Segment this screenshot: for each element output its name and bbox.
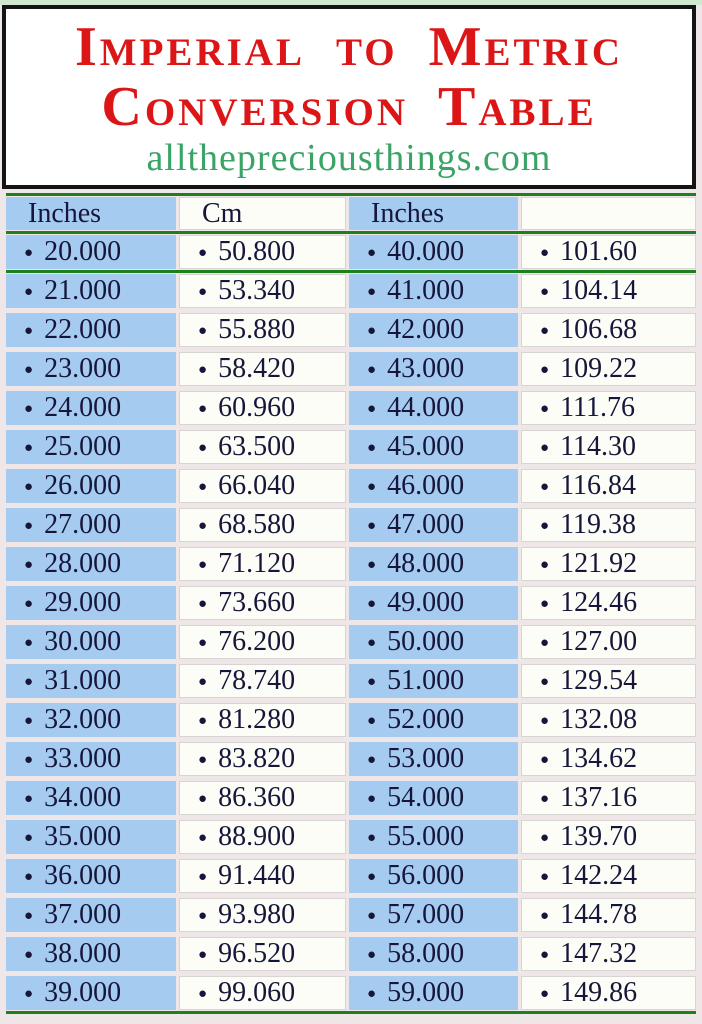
cell-value: 58.000 — [387, 938, 465, 969]
bullet-icon: ● — [367, 362, 377, 378]
table-row — [6, 976, 696, 1010]
table-cell — [6, 937, 176, 971]
cell-value: 76.200 — [218, 626, 296, 657]
table-cell — [179, 937, 346, 971]
bullet-icon: ● — [540, 596, 550, 612]
bullet-icon: ● — [367, 791, 377, 807]
table-row — [6, 937, 696, 971]
bullet-icon: ● — [540, 674, 550, 690]
table-cell — [6, 547, 176, 581]
table-cell — [6, 625, 176, 659]
cell-value: 81.280 — [218, 704, 296, 735]
bullet-icon: ● — [540, 986, 550, 1002]
table-cell — [6, 664, 176, 698]
cell-value: 30.000 — [44, 626, 122, 657]
table-cell — [349, 469, 518, 503]
cell-value: 48.000 — [387, 548, 465, 579]
table-cell — [521, 547, 696, 581]
bullet-icon: ● — [540, 479, 550, 495]
bullet-icon: ● — [24, 869, 34, 885]
cell-value: 63.500 — [218, 431, 296, 462]
cell-value: 111.76 — [560, 392, 635, 423]
table-cell — [179, 235, 346, 269]
cell-value: 34.000 — [44, 782, 122, 813]
bullet-icon: ● — [24, 323, 34, 339]
table-cell — [179, 352, 346, 386]
bullet-icon: ● — [367, 596, 377, 612]
table-row — [6, 274, 696, 308]
cell-value: 50.800 — [218, 236, 296, 267]
cell-value: 24.000 — [44, 392, 122, 423]
bullet-icon: ● — [24, 245, 34, 261]
bullet-icon: ● — [367, 401, 377, 417]
bullet-icon: ● — [24, 947, 34, 963]
table-cell — [349, 274, 518, 308]
bullet-icon: ● — [540, 752, 550, 768]
cell-value: 40.000 — [387, 236, 465, 267]
table-cell — [349, 898, 518, 932]
cell-value: 104.14 — [560, 275, 638, 306]
table-cell — [6, 391, 176, 425]
table-cell — [521, 625, 696, 659]
bullet-icon: ● — [198, 908, 208, 924]
cell-value: 50.000 — [387, 626, 465, 657]
bullet-icon: ● — [540, 713, 550, 729]
cell-value: 60.960 — [218, 392, 296, 423]
cell-value: 114.30 — [560, 431, 637, 462]
cell-value: 127.00 — [560, 626, 638, 657]
bullet-icon: ● — [198, 674, 208, 690]
cell-value: 59.000 — [387, 977, 465, 1008]
cell-value: 78.740 — [218, 665, 296, 696]
bullet-icon: ● — [24, 791, 34, 807]
cell-value: Inches — [28, 197, 102, 229]
table-cell — [179, 664, 346, 698]
table-cell — [349, 703, 518, 737]
cell-value: 38.000 — [44, 938, 122, 969]
cell-value: 71.120 — [218, 548, 296, 579]
cell-value: 42.000 — [387, 314, 465, 345]
table-cell — [6, 742, 176, 776]
bullet-icon: ● — [198, 518, 208, 534]
table-cell — [179, 274, 346, 308]
cell-value: Cm — [202, 197, 243, 229]
table-cell — [6, 469, 176, 503]
table-cell — [6, 781, 176, 815]
bullet-icon: ● — [198, 986, 208, 1002]
bullet-icon: ● — [24, 713, 34, 729]
bullet-icon: ● — [198, 791, 208, 807]
cell-value: 119.38 — [560, 509, 637, 540]
bullet-icon: ● — [198, 479, 208, 495]
table-row — [6, 547, 696, 581]
table-cell — [6, 274, 176, 308]
bullet-icon: ● — [540, 947, 550, 963]
cell-value: 28.000 — [44, 548, 122, 579]
bullet-icon: ● — [367, 557, 377, 573]
bullet-icon: ● — [198, 245, 208, 261]
cell-value: 142.24 — [560, 860, 638, 891]
bullet-icon: ● — [540, 440, 550, 456]
table-row — [6, 469, 696, 503]
table-header-row — [6, 197, 696, 230]
bullet-icon: ● — [198, 596, 208, 612]
bullet-icon: ● — [24, 596, 34, 612]
table-cell — [521, 937, 696, 971]
bullet-icon: ● — [198, 713, 208, 729]
table-cell — [179, 391, 346, 425]
cell-value: 52.000 — [387, 704, 465, 735]
page-title-line1: Imperial to Metric — [75, 16, 623, 78]
bullet-icon: ● — [24, 635, 34, 651]
column-header — [179, 197, 346, 230]
table-row — [6, 352, 696, 386]
bullet-icon: ● — [24, 557, 34, 573]
green-divider — [6, 270, 696, 273]
bullet-icon: ● — [540, 830, 550, 846]
table-row — [6, 703, 696, 737]
bullet-icon: ● — [24, 986, 34, 1002]
cell-value: 116.84 — [560, 470, 637, 501]
bullet-icon: ● — [198, 752, 208, 768]
table-cell — [521, 742, 696, 776]
table-cell — [521, 664, 696, 698]
column-header — [349, 197, 518, 230]
table-cell — [349, 352, 518, 386]
table-cell — [6, 235, 176, 269]
bullet-icon: ● — [540, 245, 550, 261]
website-url: allthepreciousthings.com — [146, 137, 552, 179]
cell-value: 20.000 — [44, 236, 122, 267]
cell-value: 68.580 — [218, 509, 296, 540]
cell-value: 101.60 — [560, 236, 638, 267]
cell-value: 144.78 — [560, 899, 638, 930]
bullet-icon: ● — [198, 557, 208, 573]
table-cell — [6, 430, 176, 464]
cell-value: 29.000 — [44, 587, 122, 618]
bullet-icon: ● — [540, 869, 550, 885]
cell-value: Inches — [371, 197, 445, 229]
table-cell — [521, 859, 696, 893]
cell-value: 22.000 — [44, 314, 122, 345]
table-cell — [521, 274, 696, 308]
table-cell — [349, 391, 518, 425]
cell-value: 27.000 — [44, 509, 122, 540]
table-cell — [521, 820, 696, 854]
cell-value: 54.000 — [387, 782, 465, 813]
column-header — [521, 197, 696, 230]
table-cell — [521, 391, 696, 425]
column-header — [6, 197, 176, 230]
table-cell — [349, 547, 518, 581]
table-row — [6, 898, 696, 932]
table-cell — [179, 859, 346, 893]
cell-value: 32.000 — [44, 704, 122, 735]
bullet-icon: ● — [24, 362, 34, 378]
table-row — [6, 391, 696, 425]
table-cell — [179, 469, 346, 503]
table-cell — [179, 586, 346, 620]
cell-value: 45.000 — [387, 431, 465, 462]
bullet-icon: ● — [198, 635, 208, 651]
cell-value: 134.62 — [560, 743, 638, 774]
table-row — [6, 625, 696, 659]
bullet-icon: ● — [367, 830, 377, 846]
table-row — [6, 664, 696, 698]
cell-value: 132.08 — [560, 704, 638, 735]
table-cell — [521, 703, 696, 737]
bullet-icon: ● — [367, 986, 377, 1002]
cell-value: 55.880 — [218, 314, 296, 345]
table-cell — [179, 976, 346, 1010]
cell-value: 109.22 — [560, 353, 638, 384]
table-cell — [6, 508, 176, 542]
table-cell — [349, 430, 518, 464]
table-row — [6, 235, 696, 269]
bullet-icon: ● — [24, 908, 34, 924]
bullet-icon: ● — [24, 440, 34, 456]
table-row — [6, 586, 696, 620]
cell-value: 137.16 — [560, 782, 638, 813]
cell-value: 46.000 — [387, 470, 465, 501]
bullet-icon: ● — [367, 284, 377, 300]
table-cell — [349, 313, 518, 347]
bullet-icon: ● — [367, 713, 377, 729]
cell-value: 124.46 — [560, 587, 638, 618]
cell-value: 99.060 — [218, 977, 296, 1008]
bullet-icon: ● — [198, 284, 208, 300]
bullet-icon: ● — [540, 284, 550, 300]
table-cell — [179, 703, 346, 737]
bullet-icon: ● — [540, 557, 550, 573]
bullet-icon: ● — [540, 791, 550, 807]
cell-value: 21.000 — [44, 275, 122, 306]
bullet-icon: ● — [367, 869, 377, 885]
table-cell — [179, 898, 346, 932]
bullet-icon: ● — [540, 908, 550, 924]
bullet-icon: ● — [198, 830, 208, 846]
bullet-icon: ● — [540, 401, 550, 417]
cell-value: 53.340 — [218, 275, 296, 306]
conversion-table — [6, 192, 696, 1015]
cell-value: 96.520 — [218, 938, 296, 969]
cell-value: 66.040 — [218, 470, 296, 501]
bullet-icon: ● — [367, 440, 377, 456]
table-cell — [349, 781, 518, 815]
table-cell — [6, 859, 176, 893]
bullet-icon: ● — [198, 362, 208, 378]
table-cell — [521, 352, 696, 386]
table-row — [6, 508, 696, 542]
cell-value: 39.000 — [44, 977, 122, 1008]
table-cell — [349, 625, 518, 659]
cell-value: 58.420 — [218, 353, 296, 384]
table-cell — [6, 352, 176, 386]
cell-value: 147.32 — [560, 938, 638, 969]
bullet-icon: ● — [198, 440, 208, 456]
bullet-icon: ● — [540, 518, 550, 534]
table-cell — [6, 586, 176, 620]
table-row — [6, 313, 696, 347]
cell-value: 23.000 — [44, 353, 122, 384]
cell-value: 36.000 — [44, 860, 122, 891]
table-cell — [349, 664, 518, 698]
cell-value: 55.000 — [387, 821, 465, 852]
table-cell — [521, 430, 696, 464]
title-box — [2, 5, 696, 189]
bullet-icon: ● — [367, 947, 377, 963]
cell-value: 83.820 — [218, 743, 296, 774]
bullet-icon: ● — [198, 947, 208, 963]
table-cell — [179, 742, 346, 776]
cell-value: 88.900 — [218, 821, 296, 852]
cell-value: 86.360 — [218, 782, 296, 813]
cell-value: 51.000 — [387, 665, 465, 696]
bullet-icon: ● — [367, 479, 377, 495]
table-cell — [179, 313, 346, 347]
cell-value: 106.68 — [560, 314, 638, 345]
cell-value: 129.54 — [560, 665, 638, 696]
bullet-icon: ● — [198, 869, 208, 885]
table-cell — [349, 586, 518, 620]
bullet-icon: ● — [24, 752, 34, 768]
cell-value: 43.000 — [387, 353, 465, 384]
bullet-icon: ● — [540, 362, 550, 378]
bullet-icon: ● — [367, 323, 377, 339]
cell-value: 93.980 — [218, 899, 296, 930]
bullet-icon: ● — [367, 674, 377, 690]
cell-value: 49.000 — [387, 587, 465, 618]
table-cell — [349, 937, 518, 971]
table-cell — [179, 508, 346, 542]
cell-value: 26.000 — [44, 470, 122, 501]
cell-value: 57.000 — [387, 899, 465, 930]
table-cell — [6, 976, 176, 1010]
cell-value: 56.000 — [387, 860, 465, 891]
table-cell — [349, 820, 518, 854]
cell-value: 33.000 — [44, 743, 122, 774]
green-divider — [6, 1011, 696, 1014]
table-cell — [521, 586, 696, 620]
table-cell — [521, 235, 696, 269]
table-cell — [521, 508, 696, 542]
table-cell — [349, 508, 518, 542]
bullet-icon: ● — [24, 830, 34, 846]
bullet-icon: ● — [540, 323, 550, 339]
table-cell — [179, 547, 346, 581]
cell-value: 139.70 — [560, 821, 638, 852]
table-cell — [349, 235, 518, 269]
bullet-icon: ● — [540, 635, 550, 651]
table-cell — [179, 625, 346, 659]
cell-value: 25.000 — [44, 431, 122, 462]
green-divider — [6, 231, 696, 234]
bullet-icon: ● — [198, 401, 208, 417]
table-cell — [6, 703, 176, 737]
table-cell — [179, 820, 346, 854]
table-cell — [179, 430, 346, 464]
table-row — [6, 859, 696, 893]
table-cell — [521, 313, 696, 347]
table-cell — [179, 781, 346, 815]
bullet-icon: ● — [24, 674, 34, 690]
cell-value: 91.440 — [218, 860, 296, 891]
table-cell — [349, 976, 518, 1010]
table-cell — [521, 976, 696, 1010]
cell-value: 73.660 — [218, 587, 296, 618]
table-cell — [521, 781, 696, 815]
cell-value: 149.86 — [560, 977, 638, 1008]
cell-value: 37.000 — [44, 899, 122, 930]
table-cell — [6, 820, 176, 854]
cell-value: 41.000 — [387, 275, 465, 306]
table-row — [6, 820, 696, 854]
green-divider — [6, 193, 696, 196]
cell-value: 121.92 — [560, 548, 638, 579]
cell-value: 35.000 — [44, 821, 122, 852]
table-cell — [6, 898, 176, 932]
bullet-icon: ● — [24, 401, 34, 417]
table-cell — [521, 469, 696, 503]
bullet-icon: ● — [367, 245, 377, 261]
bullet-icon: ● — [367, 635, 377, 651]
cell-value: 53.000 — [387, 743, 465, 774]
table-row — [6, 430, 696, 464]
cell-value: 31.000 — [44, 665, 122, 696]
table-row — [6, 742, 696, 776]
bullet-icon: ● — [24, 518, 34, 534]
table-cell — [349, 742, 518, 776]
cell-value: 47.000 — [387, 509, 465, 540]
bullet-icon: ● — [367, 908, 377, 924]
cell-value: 44.000 — [387, 392, 465, 423]
bullet-icon: ● — [367, 752, 377, 768]
table-cell — [349, 859, 518, 893]
bullet-icon: ● — [24, 479, 34, 495]
bullet-icon: ● — [367, 518, 377, 534]
bullet-icon: ● — [198, 323, 208, 339]
table-cell — [521, 898, 696, 932]
table-row — [6, 781, 696, 815]
table-cell — [6, 313, 176, 347]
bullet-icon: ● — [24, 284, 34, 300]
page-title-line2: Conversion Table — [101, 76, 597, 138]
